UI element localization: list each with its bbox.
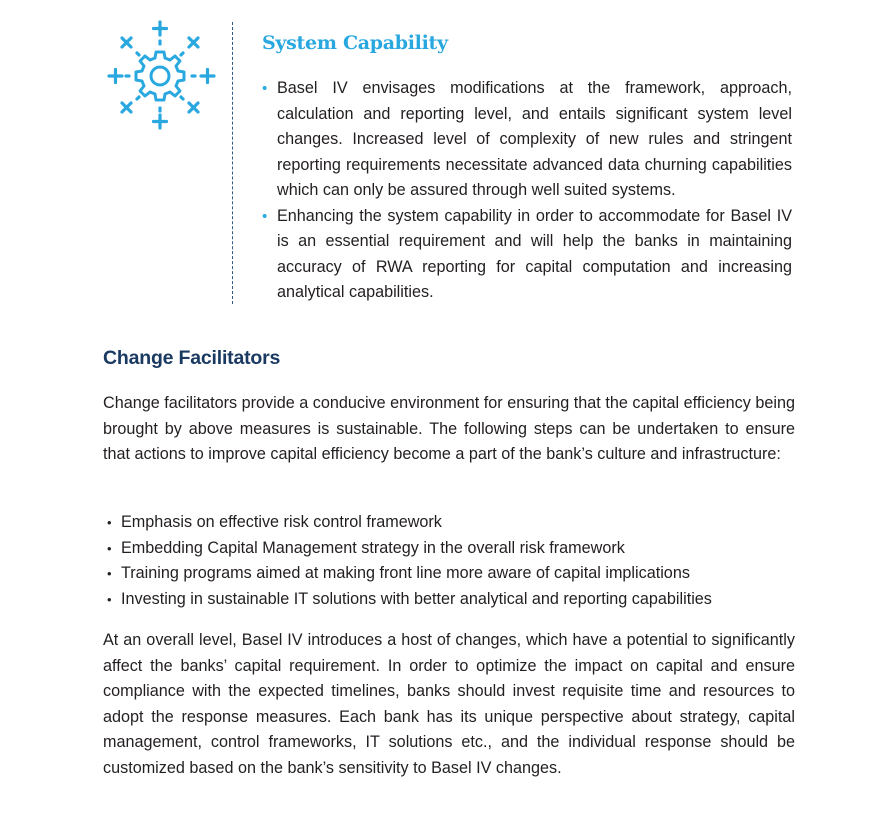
list-item <box>103 587 795 613</box>
section-heading: Change Facilitators <box>103 347 281 369</box>
bullet-icon: • <box>262 80 268 97</box>
step-text: Training programs aimed at making front line more aware of capital implications <box>121 564 690 582</box>
list-item <box>103 510 795 536</box>
steps-list <box>103 510 795 612</box>
bullet-icon: • <box>262 207 268 225</box>
section-title: System Capability <box>262 32 448 54</box>
capability-bullet-list <box>262 76 792 306</box>
bullet-text: Basel IV envisages modifications at the framework, approach, calculation and reporting level, and entails significant system level changes. Increased level of complexity of new rules and stringent reporting requirements necessitate advanced data churning capabilities which can only be assured through well suited systems. <box>277 79 792 199</box>
bullet-icon: • <box>107 515 112 530</box>
vertical-divider <box>232 22 233 304</box>
list-item <box>262 204 792 306</box>
gear-icon <box>104 19 218 131</box>
bullet-text: Enhancing the system capability in order to accommodate for Basel IV is an essential requirement and will help the banks in maintaining accuracy of RWA reporting for capital computation and increasing analytical capabilities. <box>277 206 792 301</box>
conclusion-paragraph: At an overall level, Basel IV introduces a host of changes, which have a potential to significantly affect the banks’ capital requirement. In order to optimize the impact on capital and ensure compliance with the expected timelines, banks should invest requisite time and resources to adopt the response measures. Each bank has its unique perspective about strategy, capital management, control frameworks, IT solutions etc., and the individual response should be customized based on the bank’s sensitivity to Basel IV changes. <box>103 631 795 777</box>
list-item <box>262 76 792 204</box>
gear-with-crosses-icon <box>104 19 218 131</box>
bullet-icon: • <box>107 566 112 581</box>
list-item <box>103 536 795 562</box>
bullet-icon: • <box>107 591 112 607</box>
step-text: Emphasis on effective risk control framework <box>121 513 442 531</box>
step-text: Embedding Capital Management strategy in the overall risk framework <box>121 538 625 557</box>
intro-paragraph: Change facilitators provide a conducive environment for ensuring that the capital efficiency being brought by above measures is sustainable. The following steps can be undertaken to ensure that actions to improve capital efficiency become a part of the bank’s culture and infrastructure: <box>103 394 795 463</box>
step-text: Investing in sustainable IT solutions with better analytical and reporting capabilities <box>121 589 712 608</box>
list-item <box>103 561 795 587</box>
bullet-icon: • <box>107 540 112 556</box>
